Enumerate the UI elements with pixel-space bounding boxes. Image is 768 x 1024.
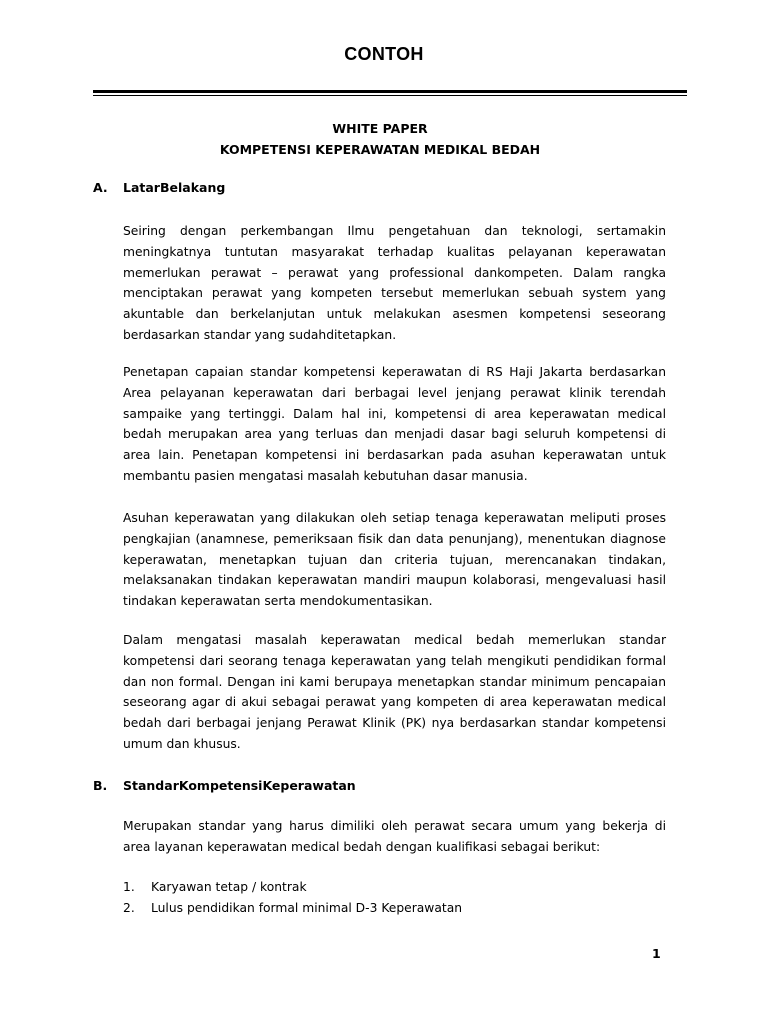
list-item-text: Karyawan tetap / kontrak [151,880,307,894]
section-b-title: StandarKompetensiKeperawatan [123,778,356,793]
qualification-list [123,877,462,919]
section-a-paragraph-2: Penetapan capaian standar kompetensi keperawatan di RS Haji Jakarta berdasarkan Area pelayanan keperawatan dari berbagai level jenjang perawat klinik terendah sampaike yang tertinggi. Dalam hal ini, kompetensi di area keperawatan medical bedah merupakan area yang terluas dan menjadi dasar bagi seluruh kompetensi di area lain. Penetapan kompetensi ini berdasarkan pada asuhan keperawatan untuk membantu pasien mengatasi masalah kebutuhan dasar manusia. [123,365,666,483]
section-a-letter: A. [93,180,108,195]
document-title-line1: WHITE PAPER [332,121,428,136]
section-a-heading [93,180,225,195]
list-item-text: Lulus pendidikan formal minimal D-3 Keperawatan [151,901,463,915]
document-title-line2: KOMPETENSI KEPERAWATAN MEDIKAL BEDAH [219,142,541,157]
list-item-number: 2. [123,901,135,915]
section-a-title: LatarBelakang [123,180,226,195]
section-a-paragraph-4: Dalam mengatasi masalah keperawatan medical bedah memerlukan standar kompetensi dari seorang tenaga keperawatan yang telah mengikuti pendidikan formal dan non formal. Dengan ini kami berupaya menetapkan standar minimum pencapaian seseorang agar di akui sebagai perawat yang kompeten di area keperawatan medical bedah dari berbagai jenjang Perawat Klinik (PK) nya berdasarkan standar kompetensi umum dan khusus. [123,633,666,751]
section-b-paragraph: Merupakan standar yang harus dimiliki oleh perawat secara umum yang bekerja di area layanan keperawatan medical bedah dengan kualifikasi sebagai berikut: [123,819,666,854]
page-number: 1 [652,946,661,961]
section-a-paragraph-1: Seiring dengan perkembangan Ilmu pengetahuan dan teknologi, sertamakin meningkatnya tuntutan masyarakat terhadap kualitas pelayanan keperawatan memerlukan perawat – perawat yang professional dankompeten. Dalam rangka menciptakan perawat yang kompeten tersebut memerlukan sebuah system yang akuntable dan berkelanjutan untuk melakukan asesmen kompetensi seseorang berdasarkan standar yang sudahditetapkan. [123,224,666,342]
list-item [123,877,462,898]
section-b-letter: B. [93,778,108,793]
list-item-number: 1. [123,880,135,894]
header-rule-thick [93,90,687,93]
list-item [123,898,462,919]
section-b-heading [93,778,356,793]
section-a-paragraph-3: Asuhan keperawatan yang dilakukan oleh setiap tenaga keperawatan meliputi proses pengkajian (anamnese, pemeriksaan fisik dan data penunjang), menentukan diagnose keperawatan, menetapkan tujuan dan criteria tujuan, merencanakan tindakan, melaksanakan tindakan keperawatan mandiri maupun kolaborasi, mengevaluasi hasil tindakan keperawatan serta mendokumentasikan. [123,511,666,609]
header-rule-thin [93,95,687,96]
header-label: CONTOH [344,44,424,64]
